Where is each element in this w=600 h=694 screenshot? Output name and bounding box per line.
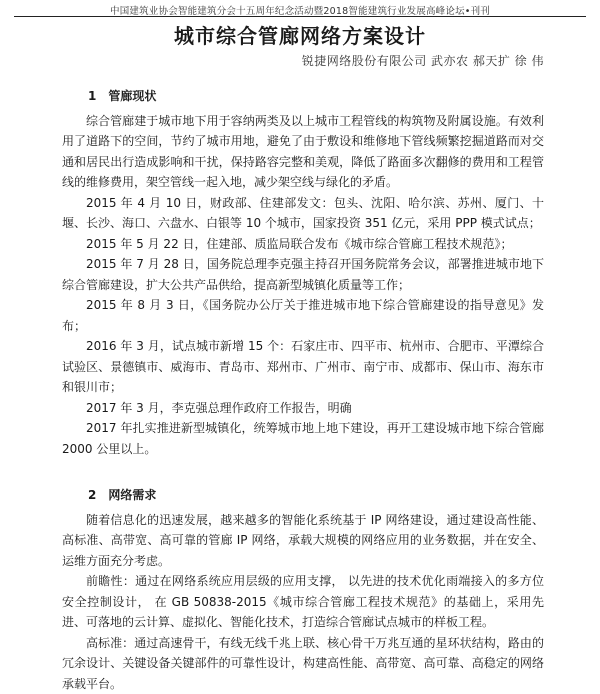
paragraph: 2017 年扎实推进新型城镇化，统筹城市地上地下建设，再开工建设城市地下综合管廊 2000 公里以上。 xyxy=(62,418,544,459)
section-title: 网络需求 xyxy=(108,488,156,502)
paragraph: 2015 年 8 月 3 日，《国务院办公厅关于推进城市地下综合管廊建设的指导意见》发布； xyxy=(62,295,544,336)
article-authors: 锐捷网络股份有限公司 武亦农 郝天扩 徐 伟 xyxy=(302,52,544,69)
paragraph: 2015 年 4 月 10 日，财政部、住建部发文：包头、沈阳、哈尔滨、苏州、厦门、十堰、长沙、海口、六盘水、白银等 10 个城市，国家投资 351 亿元，采用 PPP 模式试点； xyxy=(62,193,544,234)
section-heading xyxy=(88,86,544,107)
article-body xyxy=(62,86,544,694)
paragraph: 2015 年 7 月 28 日，国务院总理李克强主持召开国务院常务会议，部署推进城市地下综合管廊建设，扩大公共产品供给，提高新型城镇化质量等工作； xyxy=(62,254,544,295)
running-header: 中国建筑业协会智能建筑分会十五周年纪念活动暨2018智能建筑行业发展高峰论坛•刊刊 xyxy=(0,3,600,17)
header-rule xyxy=(14,16,586,17)
section-gap xyxy=(62,459,544,485)
paragraph: 随着信息化的迅速发展，越来越多的智能化系统基于 IP 网络建设，通过建设高性能、高标准、高带宽、高可靠的管廊 IP 网络，承载大规模的网络应用的业务数据，并在安全、运维方面充分考虑。 xyxy=(62,510,544,572)
paragraph: 2017 年 3 月，李克强总理作政府工作报告，明确 xyxy=(62,398,544,419)
section-number: 2 xyxy=(88,488,96,502)
paragraph: 前瞻性：通过在网络系统应用层级的应用支撑， 以先进的技术优化雨端接入的多方位安全控制设计， 在 GB 50838-2015《城市综合管廊工程技术规范》的基础上，采用先进、可落地的云计算、虚拟化、智能化技术，打造综合管廊试点城市的样板工程。 xyxy=(62,571,544,633)
section-number: 1 xyxy=(88,89,96,103)
section-heading xyxy=(88,485,544,506)
article-title: 城市综合管廊网络方案设计 xyxy=(0,20,600,49)
paragraph: 2015 年 5 月 22 日，住建部、质监局联合发布《城市综合管廊工程技术规范》； xyxy=(62,234,544,255)
paragraph: 综合管廊建于城市地下用于容纳两类及以上城市工程管线的构筑物及附属设施。有效利用了道路下的空间，节约了城市用地，避免了由于敷设和维修地下管线频繁挖掘道路而对交通和居民出行造成影响和干扰，保持路容完整和美观，降低了路面多次翻修的费用和工程管线的维修费用，架空管线一起入地，减少架空线与绿化的矛盾。 xyxy=(62,111,544,193)
paragraph: 高标准：通过高速骨干，有线无线千兆上联、核心骨干万兆互通的星环状结构，路由的冗余设计、关键设备关键部件的可靠性设计，构建高性能、高带宽、高可靠、高稳定的网络承载平台。 xyxy=(62,633,544,694)
paragraph: 2016 年 3 月，试点城市新增 15 个：石家庄市、四平市、杭州市、合肥市、平潭综合试验区、景德镇市、威海市、青岛市、郑州市、广州市、南宁市、成都市、保山市、海东市和银川市； xyxy=(62,336,544,398)
section-title: 管廊现状 xyxy=(108,89,156,103)
